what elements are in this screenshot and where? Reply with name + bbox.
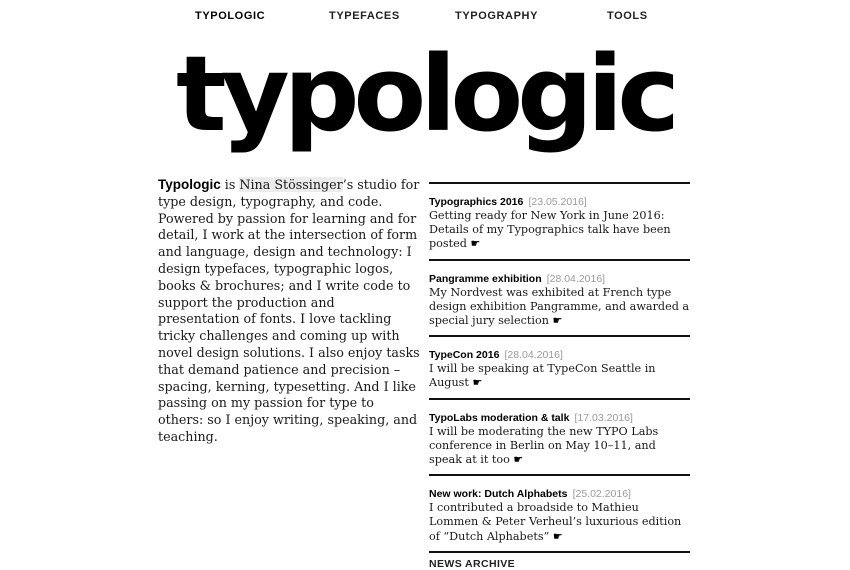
news-body <box>429 209 690 252</box>
news-date: [25.02.2016] <box>572 488 631 501</box>
news-date: [17.03.2016] <box>574 411 633 424</box>
pointing-hand-icon[interactable]: ☛ <box>552 529 563 543</box>
news-item <box>429 335 690 397</box>
news-item <box>429 259 690 336</box>
news-text: I will be moderating the new TYPO Labs conference in Berlin on May 10–11, and speak at it too <box>429 424 659 467</box>
news-body <box>429 425 690 468</box>
nav-item-typologic[interactable]: TYPOLOGIC <box>195 10 266 22</box>
studio-name: Typologic <box>158 177 221 192</box>
nav-item-typography[interactable]: TYPOGRAPHY <box>455 10 539 22</box>
site-logo[interactable]: typologic <box>175 33 675 155</box>
nav-item-typefaces[interactable]: TYPEFACES <box>329 10 400 22</box>
pointing-hand-icon[interactable]: ☛ <box>470 237 481 251</box>
intro-text <box>158 177 420 446</box>
news-body <box>429 362 690 390</box>
owner-link[interactable]: Nina Stössinger <box>239 177 343 192</box>
news-text: Getting ready for New York in June 2016: Details of my Typographics talk have been posted <box>429 209 671 251</box>
news-text: I contributed a broadside to Mathieu Lommen & Peter Verheul’s luxurious edition of “Dutch Alphabets” <box>429 501 682 543</box>
news-item <box>429 474 690 551</box>
news-title-link[interactable]: TypoLabs moderation & talk <box>429 411 570 424</box>
pointing-hand-icon[interactable]: ☛ <box>472 376 483 390</box>
news-text: My Nordvest was exhibited at French type design exhibition Pangramme, and awarded a special jury selection <box>429 285 690 328</box>
news-date: [23.05.2016] <box>528 196 587 208</box>
news-title-link[interactable]: TypeCon 2016 <box>429 349 500 362</box>
intro-body: ’s studio for type design, typography, and code. Powered by passion for learning and for detail, I work at the intersection of form and language, design and technology: I design typefaces, typographic logos, books & brochures; and I write code to support the production and presentation of fonts. I love tackling tricky challenges and coming up with novel design solutions. I also enjoy tasks that demand patience and precision – spacing, kerning, typesetting. And I like passing on my passion for type to others: so I enjoy writing, speaking, and teaching. <box>158 177 420 444</box>
news-list <box>429 182 690 570</box>
nav-item-tools[interactable]: TOOLS <box>607 10 648 22</box>
news-title-link[interactable]: Pangramme exhibition <box>429 272 542 285</box>
pointing-hand-icon[interactable]: ☛ <box>552 314 563 328</box>
news-item <box>429 182 690 259</box>
news-date: [28.04.2016] <box>546 272 606 285</box>
news-body <box>429 286 690 329</box>
news-title-link[interactable]: Typographics 2016 <box>429 196 524 208</box>
news-text: I will be speaking at TypeCon Seattle in August <box>429 362 656 390</box>
pointing-hand-icon[interactable]: ☛ <box>513 453 524 467</box>
main-nav <box>0 10 850 26</box>
intro-is: is <box>220 177 240 192</box>
news-date: [28.04.2016] <box>504 349 563 362</box>
news-body <box>429 501 690 544</box>
news-archive-link[interactable]: NEWS ARCHIVE <box>429 551 690 570</box>
news-item <box>429 398 690 475</box>
news-title-link[interactable]: New work: Dutch Alphabets <box>429 488 568 501</box>
